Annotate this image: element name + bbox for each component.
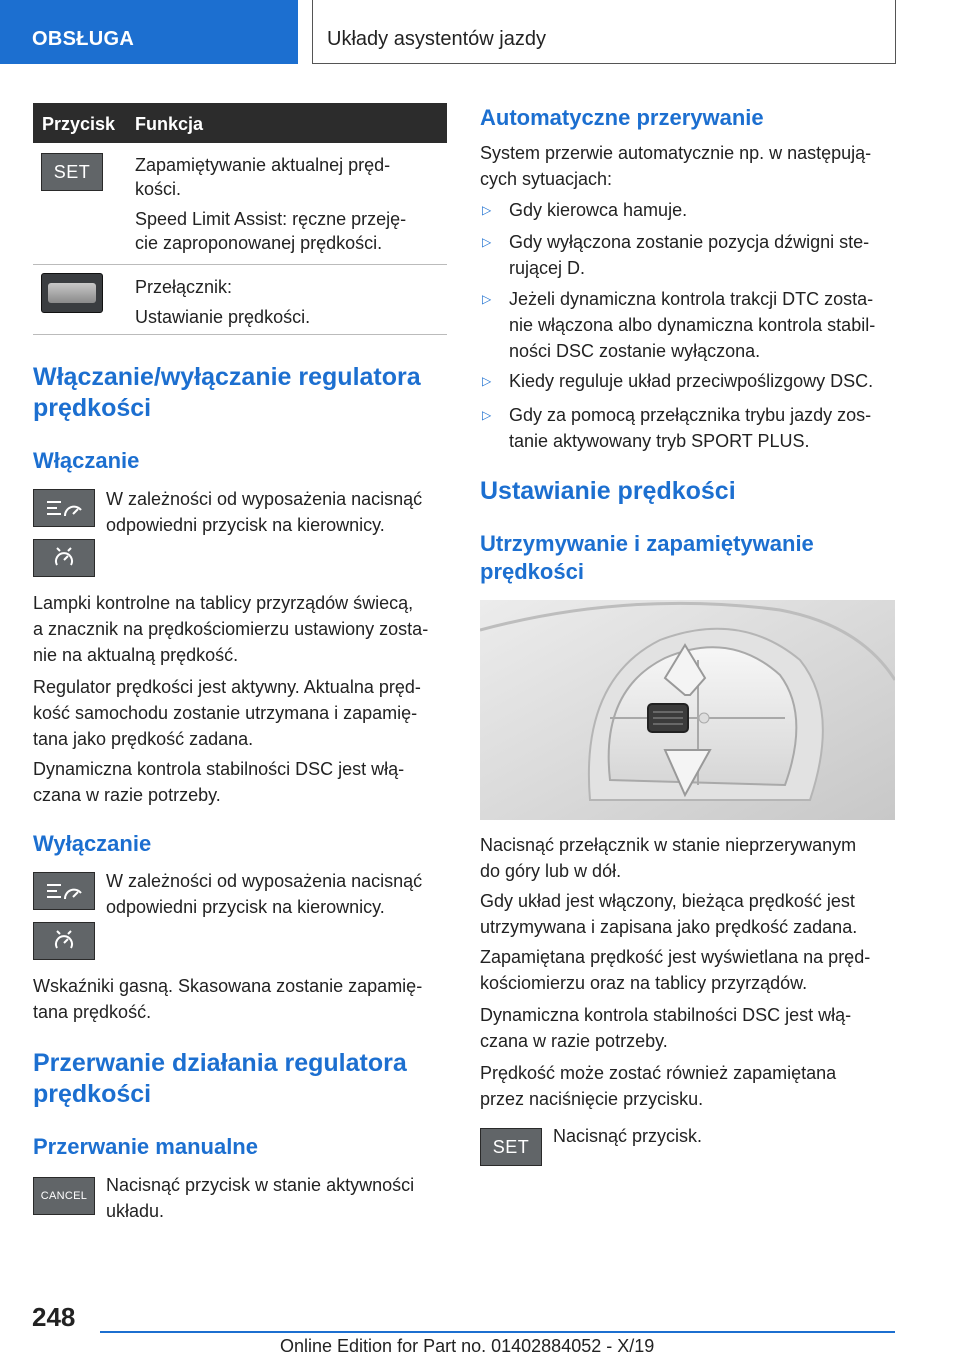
footer-rule	[100, 1331, 895, 1333]
edition-note: Online Edition for Part no. 01402884052 - X/19	[280, 1336, 655, 1356]
cruise-speedo-icon	[33, 489, 95, 527]
heading-set-speed: Ustawianie prędkości	[480, 477, 736, 505]
heading-onoff: Włączanie/wyłączanie regulatora prędkości	[33, 363, 421, 422]
cancel-button-icon: CANCEL	[33, 1177, 95, 1215]
bullet-triangle-icon: ▷	[482, 235, 492, 249]
table-row	[33, 143, 447, 265]
on-paragraph-3: Dynamiczna kontrola stabilności DSC jest włą- czana w razie potrzeby.	[33, 759, 405, 805]
on-paragraph-1: Lampki kontrolne na tablicy przyrządów świecą, a znacznik na prędkościomierzu ustawiony zosta- nie na aktualną prędkość.	[33, 593, 429, 665]
chapter-title: Układy asystentów jazdy	[327, 28, 546, 50]
table-cell-text: Speed Limit Assist: ręczne przeję- cie zaproponowanej prędkości.	[135, 209, 407, 253]
set-instruction: Nacisnąć przycisk.	[553, 1126, 703, 1146]
auto-intro: System przerwie automatycznie np. w następują- cych sytuacjach:	[480, 143, 872, 189]
hold-paragraph-1: Nacisnąć przełącznik w stanie nieprzerywanym do góry lub w dół.	[480, 835, 857, 881]
heading-auto: Automatyczne przerywanie	[480, 105, 764, 130]
bullet-triangle-icon: ▷	[482, 408, 492, 422]
off-instruction: W zależności od wyposażenia nacisnąć odpowiedni przycisk na kierownicy.	[106, 871, 423, 917]
heading-interrupt: Przerwanie działania regulatora prędkości	[33, 1049, 407, 1108]
table-col-function: Funkcja	[135, 114, 204, 134]
page-number: 248	[32, 1302, 76, 1332]
manual-instruction: Nacisnąć przycisk w stanie aktywności układu.	[106, 1175, 415, 1221]
set-button-icon: SET	[480, 1128, 542, 1166]
hold-paragraph-4: Dynamiczna kontrola stabilności DSC jest włą- czana w razie potrzeby.	[480, 1005, 852, 1051]
off-paragraph: Wskaźniki gasną. Skasowana zostanie zapamię- tana prędkość.	[33, 976, 423, 1022]
table-col-button: Przycisk	[42, 114, 116, 134]
heading-hold: Utrzymywanie i zapamiętywanie prędkości	[480, 531, 814, 584]
section-title: OBSŁUGA	[32, 28, 135, 50]
hold-paragraph-2: Gdy układ jest włączony, bieżąca prędkość jest utrzymywana i zapisana jako prędkość zadana.	[480, 891, 858, 937]
cruise-knob-icon	[33, 539, 95, 577]
bullet-triangle-icon: ▷	[482, 374, 492, 388]
bullet-triangle-icon: ▷	[482, 292, 492, 306]
table-cell-text: Przełącznik:	[135, 277, 233, 297]
cruise-knob-icon	[33, 922, 95, 960]
chapter-tab	[312, 0, 896, 64]
steering-wheel-photo	[480, 600, 895, 820]
on-instruction: W zależności od wyposażenia nacisnąć odpowiedni przycisk na kierownicy.	[106, 489, 423, 535]
set-button-icon: SET	[41, 153, 103, 191]
section-tab	[0, 0, 298, 64]
heading-manual: Przerwanie manualne	[33, 1134, 258, 1159]
hold-paragraph-5: Prędkość może zostać również zapamiętana przez naciśnięcie przycisku.	[480, 1063, 837, 1109]
table-row	[33, 265, 447, 335]
rocker-switch-icon	[41, 273, 103, 313]
table-cell-text: Zapamiętywanie aktualnej pręd- kości.	[135, 155, 391, 199]
table-cell-text: Ustawianie prędkości.	[135, 307, 311, 327]
heading-off: Wyłączanie	[33, 831, 152, 856]
cruise-speedo-icon	[33, 872, 95, 910]
heading-on: Włączanie	[33, 448, 140, 473]
table-header	[33, 103, 447, 143]
bullet-triangle-icon: ▷	[482, 203, 492, 217]
hold-paragraph-3: Zapamiętana prędkość jest wyświetlana na pręd- kościomierzu oraz na tablicy przyrządów.	[480, 947, 871, 993]
on-paragraph-2: Regulator prędkości jest aktywny. Aktualna pręd- kość samochodu zostanie utrzymana i zapamię- tana jako prędkość zadana.	[33, 677, 421, 749]
